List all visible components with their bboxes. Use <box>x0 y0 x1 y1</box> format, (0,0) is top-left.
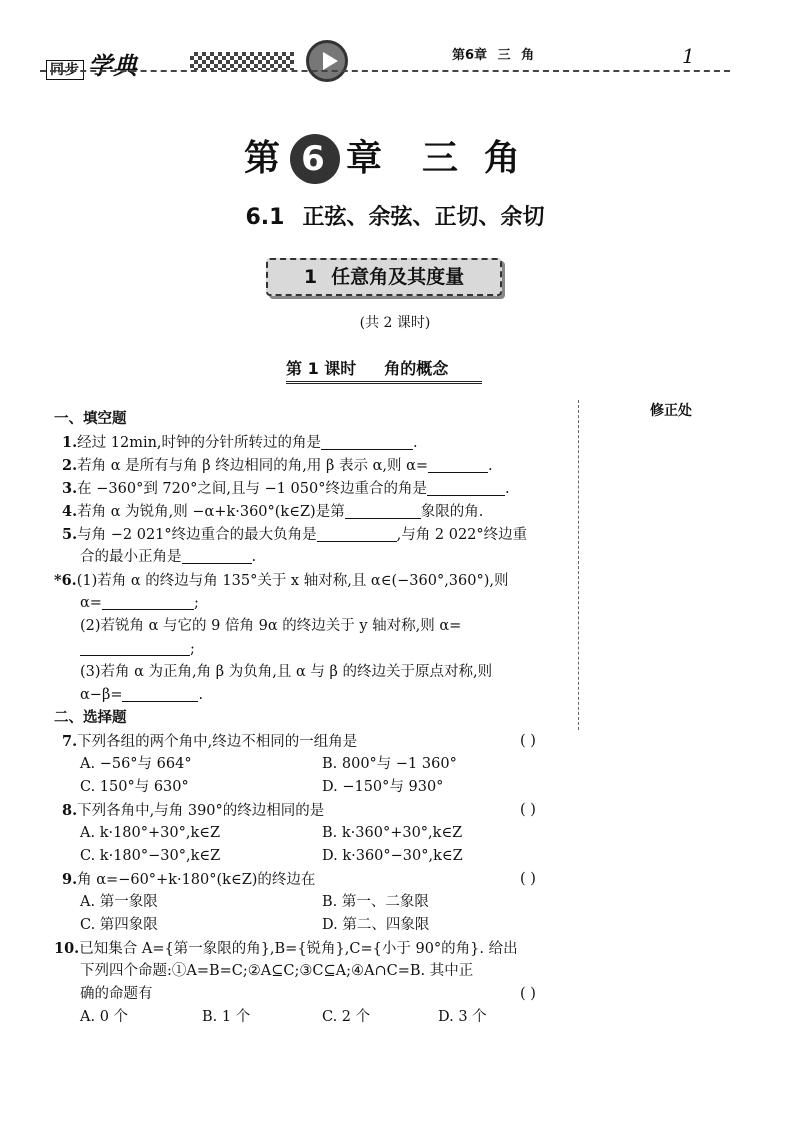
answer-blank[interactable] <box>427 480 505 496</box>
chapter-number-badge: 6 <box>290 134 340 184</box>
question-10-line2: 下列四个命题:①A=B=C;②A⊆C;③C⊆A;④A∩C=B. 其中正 <box>80 963 474 979</box>
option-a: A. 0 个 <box>80 1009 129 1025</box>
option-b: B. 800°与 −1 360° <box>322 756 457 772</box>
play-icon <box>306 40 348 82</box>
lesson-number: 第 1 课时 <box>286 359 357 378</box>
answer-blank[interactable] <box>102 594 194 610</box>
question-6-part2-answer: ; <box>54 638 594 661</box>
answer-blank[interactable] <box>182 548 252 564</box>
question-6-part2: (2)若锐角 α 与它的 9 倍角 9α 的终边关于 y 轴对称,则 α= <box>80 618 462 634</box>
subsection-title: 任意角及其度量 <box>331 266 465 288</box>
section-name: 正弦、余弦、正切、余切 <box>302 205 545 230</box>
option-c: C. 第四象限 <box>80 917 158 933</box>
question-6-part3-answer: α−β= . <box>80 687 204 703</box>
option-c: C. 150°与 630° <box>80 779 189 795</box>
answer-blank[interactable] <box>122 686 198 702</box>
subsection-number: 1 <box>303 266 318 288</box>
question-4: 4.若角 α 为锐角,则 −α+k·360°(k∈Z)是第 象限的角. <box>62 503 484 520</box>
subsection-box <box>266 258 502 296</box>
option-d: D. k·360°−30°,k∈Z <box>322 848 463 864</box>
lesson-title <box>286 356 482 384</box>
answer-blank[interactable] <box>345 503 421 519</box>
chapter-suffix: 章 <box>345 138 386 179</box>
checker-decoration <box>190 52 294 70</box>
question-8-options-ab <box>54 822 594 845</box>
question-6-part3: (3)若角 α 为正角,角 β 为负角,且 α 与 β 的终边关于原点对称,则 <box>80 664 493 680</box>
question-7-options-cd <box>54 776 594 799</box>
margin-label: 修正处 <box>650 403 692 419</box>
course-count: (共 2 课时) <box>359 315 431 331</box>
option-a: A. 第一象限 <box>80 894 158 910</box>
answer-paren[interactable]: ( ) <box>520 802 536 818</box>
part1-heading: 一、填空题 <box>54 411 127 427</box>
section-number: 6.1 <box>245 205 285 230</box>
question-10-options <box>54 1006 594 1029</box>
logo-xuedian: 学典 <box>88 52 138 80</box>
question-9-options-cd <box>54 914 594 937</box>
chapter-name: 三角 <box>422 138 547 179</box>
lesson-name: 角的概念 <box>384 359 449 378</box>
chapter-prefix: 第 <box>243 138 284 179</box>
question-2: 2.若角 α 是所有与角 β 终边相同的角,用 β 表示 α,则 α= . <box>62 457 493 474</box>
logo-tongbu: 同步 <box>46 60 84 80</box>
option-b: B. 第一、二象限 <box>322 894 429 910</box>
answer-blank[interactable] <box>80 640 190 656</box>
answer-paren[interactable]: ( ) <box>520 871 536 887</box>
header-divider <box>40 70 730 72</box>
question-5: 5.与角 −2 021°终边重合的最大负角是 ,与角 2 022°终边重 <box>62 526 528 543</box>
answer-paren[interactable]: ( ) <box>520 986 536 1002</box>
question-3: 3.在 −360°到 720°之间,且与 −1 050°终边重合的角是 . <box>62 480 510 497</box>
brand-logo <box>46 46 138 81</box>
exercise-content <box>54 408 594 1029</box>
answer-blank[interactable] <box>317 526 397 542</box>
running-header-chapter: 第6章 三 角 <box>452 48 535 63</box>
question-7-options-ab <box>54 753 594 776</box>
question-8-options-cd <box>54 845 594 868</box>
option-b: B. 1 个 <box>202 1009 251 1025</box>
option-a: A. −56°与 664° <box>80 756 192 772</box>
page-number: 1 <box>682 44 695 68</box>
question-5-line2: 合的最小正角是 . <box>80 549 257 565</box>
option-c: C. k·180°−30°,k∈Z <box>80 848 221 864</box>
option-d: D. −150°与 930° <box>322 779 444 795</box>
option-a: A. k·180°+30°,k∈Z <box>80 825 221 841</box>
question-6-part1-answer: α= ; <box>80 595 199 611</box>
question-6-part1: *6.(1)若角 α 的终边与角 135°关于 x 轴对称,且 α∈(−360°,360°),则 <box>54 572 509 589</box>
answer-paren[interactable]: ( ) <box>520 733 536 749</box>
question-8: 8.下列各角中,与角 390°的终边相同的是 ( ) <box>54 799 594 822</box>
answer-blank[interactable] <box>428 457 488 473</box>
question-10-line3: 确的命题有 ( ) <box>54 983 594 1006</box>
option-d: D. 3 个 <box>438 1009 487 1025</box>
question-7: 7.下列各组的两个角中,终边不相同的一组角是 ( ) <box>54 730 594 753</box>
question-9-options-ab <box>54 891 594 914</box>
option-c: C. 2 个 <box>322 1009 371 1025</box>
chapter-title <box>0 130 790 184</box>
option-d: D. 第二、四象限 <box>322 917 430 933</box>
question-10: 10.已知集合 A={第一象限的角},B={锐角},C={小于 90°的角}. 给出 <box>54 940 518 957</box>
section-title <box>0 200 790 231</box>
question-1: 1.经过 12min,时钟的分针所转过的角是 . <box>62 434 418 451</box>
question-9: 9.角 α=−60°+k·180°(k∈Z)的终边在 ( ) <box>54 868 594 891</box>
option-b: B. k·360°+30°,k∈Z <box>322 825 463 841</box>
part2-heading: 二、选择题 <box>54 710 127 726</box>
answer-blank[interactable] <box>321 434 413 450</box>
